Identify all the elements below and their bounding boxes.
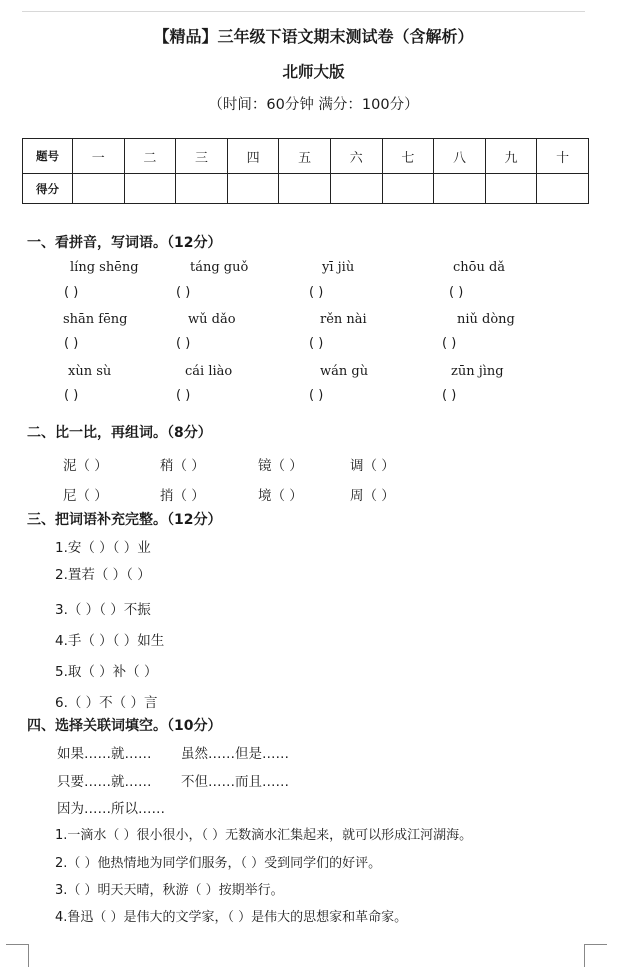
conjunction-option: 因为……所以……: [57, 801, 165, 817]
edition-label: 北师大版: [282, 63, 345, 81]
answer-blank[interactable]: ( ): [64, 336, 79, 351]
answer-blank[interactable]: ( ): [176, 336, 191, 351]
score-cell[interactable]: [434, 174, 486, 204]
fill-sentence[interactable]: 2.（ ）他热情地为同学们服务，（ ）受到同学们的好评。: [55, 856, 382, 871]
idiom-item[interactable]: 3.（ ）（ ）不振: [55, 602, 151, 618]
idiom-item[interactable]: 5.取（ ）补（ ）: [55, 664, 158, 680]
compare-item[interactable]: 泥（ ）: [63, 458, 108, 474]
pinyin-item: cái liào: [185, 364, 233, 379]
pinyin-item: líng shēng: [70, 260, 139, 275]
pinyin-item: táng guǒ: [190, 260, 249, 275]
fill-sentence[interactable]: 1.一滴水（ ）很小很小，（ ）无数滴水汇集起来，就可以形成江河湖海。: [55, 828, 473, 843]
fill-sentence[interactable]: 3.（ ）明天天晴，秋游（ ）按期举行。: [55, 883, 284, 898]
conjunction-option: 只要……就……: [57, 774, 152, 790]
compare-item[interactable]: 尼（ ）: [63, 488, 108, 504]
score-cell[interactable]: [176, 174, 228, 204]
conjunction-option: 如果……就……: [57, 746, 152, 762]
answer-blank[interactable]: ( ): [176, 285, 191, 300]
compare-item[interactable]: 调（ ）: [350, 458, 395, 474]
score-table: [22, 138, 589, 204]
column-header: 六: [330, 139, 382, 174]
score-cell[interactable]: [382, 174, 434, 204]
answer-blank[interactable]: ( ): [442, 336, 457, 351]
pinyin-item: niǔ dòng: [457, 312, 515, 327]
score-cell[interactable]: [279, 174, 331, 204]
answer-blank[interactable]: ( ): [64, 388, 79, 403]
section-3-heading: 三、把词语补充完整。（12分）: [27, 512, 222, 528]
answer-blank[interactable]: ( ): [309, 388, 324, 403]
pinyin-item: yī jiù: [322, 260, 355, 275]
column-header: 一: [73, 139, 125, 174]
section-4-heading: 四、选择关联词填空。（10分）: [27, 718, 222, 734]
score-table-header-row: [23, 139, 589, 174]
compare-item[interactable]: 捎（ ）: [160, 488, 205, 504]
page-title: 【精品】三年级下语文期末测试卷（含解析）: [153, 27, 474, 46]
pinyin-item: zūn jìng: [451, 364, 504, 379]
column-header: 二: [124, 139, 176, 174]
compare-item[interactable]: 稍（ ）: [160, 458, 205, 474]
answer-blank[interactable]: ( ): [64, 285, 79, 300]
score-cell[interactable]: [537, 174, 589, 204]
idiom-item[interactable]: 4.手（ ）（ ）如生: [55, 633, 165, 649]
pinyin-item: rěn nài: [320, 312, 367, 327]
column-header: 五: [279, 139, 331, 174]
section-1-heading: 一、看拼音，写词语。（12分）: [27, 235, 222, 251]
conjunction-option: 虽然……但是……: [181, 746, 289, 762]
time-score-info: （时间：60分钟 满分：100分）: [208, 97, 419, 113]
pinyin-item: shān fēng: [63, 312, 128, 327]
corner-mark: [6, 944, 29, 967]
idiom-item[interactable]: 6.（ ）不（ ）言: [55, 695, 158, 711]
section-2-heading: 二、比一比，再组词。（8分）: [27, 425, 212, 441]
score-table-score-row: [23, 174, 589, 204]
compare-item[interactable]: 周（ ）: [350, 488, 395, 504]
answer-blank[interactable]: ( ): [309, 336, 324, 351]
pinyin-item: xùn sù: [68, 364, 112, 379]
score-cell[interactable]: [330, 174, 382, 204]
compare-item[interactable]: 镜（ ）: [258, 458, 303, 474]
score-label: 得分: [23, 174, 73, 204]
score-cell[interactable]: [227, 174, 279, 204]
pinyin-item: wán gù: [320, 364, 369, 379]
column-header: 七: [382, 139, 434, 174]
idiom-item[interactable]: 1.安（ ）（ ）业: [55, 540, 151, 556]
answer-blank[interactable]: ( ): [176, 388, 191, 403]
corner-mark: [584, 944, 607, 967]
compare-item[interactable]: 境（ ）: [258, 488, 303, 504]
column-header: 十: [537, 139, 589, 174]
question-number-label: 题号: [23, 139, 73, 174]
answer-blank[interactable]: ( ): [309, 285, 324, 300]
answer-blank[interactable]: ( ): [449, 285, 464, 300]
column-header: 九: [485, 139, 537, 174]
column-header: 三: [176, 139, 228, 174]
pinyin-item: wǔ dǎo: [188, 312, 236, 327]
column-header: 八: [434, 139, 486, 174]
column-header: 四: [227, 139, 279, 174]
answer-blank[interactable]: ( ): [442, 388, 457, 403]
score-cell[interactable]: [73, 174, 125, 204]
conjunction-option: 不但……而且……: [181, 774, 289, 790]
top-rule: [22, 11, 585, 12]
fill-sentence[interactable]: 4.鲁迅（ ）是伟大的文学家，（ ）是伟大的思想家和革命家。: [55, 910, 408, 925]
score-cell[interactable]: [124, 174, 176, 204]
idiom-item[interactable]: 2.置若（ ）（ ）: [55, 567, 151, 583]
pinyin-item: chōu dǎ: [453, 260, 506, 275]
score-cell[interactable]: [485, 174, 537, 204]
